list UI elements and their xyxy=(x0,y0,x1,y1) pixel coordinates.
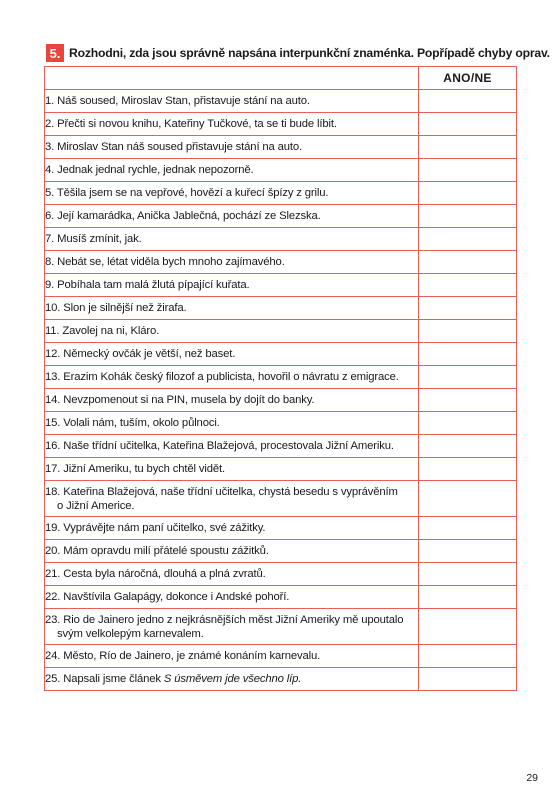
sentence-cell xyxy=(45,228,419,251)
task-instruction: Rozhodni, zda jsou správně napsána interpunkční znaménka. Popřípadě chyby oprav. xyxy=(69,46,550,60)
sentence-cell xyxy=(45,645,419,668)
table-row xyxy=(45,297,517,320)
sentence-cell xyxy=(45,90,419,113)
table-row xyxy=(45,251,517,274)
sentence-text: 10. Slon je silnější než žirafa. xyxy=(45,302,187,314)
sentence-text: 25. Napsali jsme článek xyxy=(45,673,164,685)
table-row xyxy=(45,563,517,586)
answer-cell[interactable] xyxy=(419,412,517,435)
table-row xyxy=(45,228,517,251)
page-number: 29 xyxy=(526,772,538,784)
answer-cell[interactable] xyxy=(419,586,517,609)
answer-cell[interactable] xyxy=(419,228,517,251)
answer-cell[interactable] xyxy=(419,458,517,481)
sentence-text: 22. Navštívila Galapágy, dokonce i Andské pohoří. xyxy=(45,591,290,603)
header-sentence-cell xyxy=(45,67,419,90)
table-row xyxy=(45,586,517,609)
sentence-cell xyxy=(45,159,419,182)
table-row xyxy=(45,90,517,113)
table-row xyxy=(45,389,517,412)
sentence-text: 3. Miroslav Stan náš soused přistavuje stání na auto. xyxy=(45,141,303,153)
answer-cell[interactable] xyxy=(419,668,517,691)
table-row xyxy=(45,540,517,563)
sentence-cell xyxy=(45,586,419,609)
sentence-text-continuation: svým velkolepým karnevalem. xyxy=(57,627,204,640)
sentence-text: 9. Pobíhala tam malá žlutá pípající kuřata. xyxy=(45,279,250,291)
sentence-text: 11. Zavolej na ni, Kláro. xyxy=(45,325,160,337)
sentence-cell xyxy=(45,435,419,458)
table-row xyxy=(45,458,517,481)
table-row xyxy=(45,136,517,159)
answer-cell[interactable] xyxy=(419,182,517,205)
task-number-badge: 5. xyxy=(46,44,64,62)
sentence-cell xyxy=(45,540,419,563)
answer-cell[interactable] xyxy=(419,90,517,113)
sentence-text: 20. Mám opravdu milí přátelé spoustu zážitků. xyxy=(45,545,269,557)
table-row xyxy=(45,481,517,517)
answer-cell[interactable] xyxy=(419,366,517,389)
table-row xyxy=(45,412,517,435)
answer-cell[interactable] xyxy=(419,136,517,159)
answer-cell[interactable] xyxy=(419,159,517,182)
answer-cell[interactable] xyxy=(419,297,517,320)
task-header xyxy=(46,43,550,63)
sentence-text: 24. Město, Río de Jainero, je známé konáním karnevalu. xyxy=(45,650,321,662)
sentence-text: 12. Německý ovčák je větší, než baset. xyxy=(45,348,236,360)
sentence-text: 14. Nevzpomenout si na PIN, musela by dojít do banky. xyxy=(45,394,315,406)
sentence-cell xyxy=(45,668,419,691)
table-row xyxy=(45,113,517,136)
answer-cell[interactable] xyxy=(419,609,517,645)
table-row xyxy=(45,609,517,645)
answer-cell[interactable] xyxy=(419,205,517,228)
sentence-text: 5. Těšila jsem se na vepřové, hovězí a kuřecí špízy z grilu. xyxy=(45,187,329,199)
table-row xyxy=(45,205,517,228)
header-answer-cell: ANO/NE xyxy=(419,67,517,90)
table-row xyxy=(45,343,517,366)
sentence-text: 15. Volali nám, tuším, okolo půlnoci. xyxy=(45,417,220,429)
sentence-cell xyxy=(45,251,419,274)
sentence-text: 18. Kateřina Blažejová, naše třídní učitelka, chystá besedu s vyprávěním xyxy=(45,485,398,498)
answer-cell[interactable] xyxy=(419,251,517,274)
sentence-cell xyxy=(45,481,419,517)
table-row xyxy=(45,645,517,668)
sentence-cell xyxy=(45,113,419,136)
sentence-cell xyxy=(45,517,419,540)
table-row xyxy=(45,274,517,297)
table-row xyxy=(45,435,517,458)
answer-cell[interactable] xyxy=(419,389,517,412)
answer-cell[interactable] xyxy=(419,563,517,586)
sentence-text: 23. Rio de Jainero jedno z nejkrásnějších měst Jižní Ameriky mě upoutalo xyxy=(45,613,404,626)
answer-cell[interactable] xyxy=(419,540,517,563)
table-row xyxy=(45,182,517,205)
sentence-cell xyxy=(45,182,419,205)
sentence-cell xyxy=(45,609,419,645)
table-row xyxy=(45,668,517,691)
table-row xyxy=(45,320,517,343)
sentence-cell xyxy=(45,563,419,586)
table-row xyxy=(45,517,517,540)
sentence-cell xyxy=(45,412,419,435)
sentence-text: 4. Jednak jednal rychle, jednak nepozorně. xyxy=(45,164,254,176)
sentence-text: 19. Vyprávějte nám paní učitelko, své zážitky. xyxy=(45,522,266,534)
answer-cell[interactable] xyxy=(419,645,517,668)
sentence-cell xyxy=(45,366,419,389)
sentence-italic-title: S úsměvem jde všechno líp. xyxy=(163,673,302,685)
sentence-text: 1. Náš soused, Miroslav Stan, přistavuje stání na auto. xyxy=(45,95,310,107)
answer-cell[interactable] xyxy=(419,274,517,297)
sentence-text: 16. Naše třídní učitelka, Kateřina Blažejová, procestovala Jižní Ameriku. xyxy=(45,440,394,452)
sentence-text: 13. Erazim Kohák český filozof a publicista, hovořil o návratu z emigrace. xyxy=(45,371,399,383)
table-header-row xyxy=(45,67,517,90)
sentence-cell xyxy=(45,389,419,412)
exercise-table xyxy=(44,66,517,691)
sentence-text-continuation: o Jižní Americe. xyxy=(57,499,135,512)
table-row xyxy=(45,366,517,389)
answer-cell[interactable] xyxy=(419,113,517,136)
answer-cell[interactable] xyxy=(419,320,517,343)
sentence-text: 17. Jižní Ameriku, tu bych chtěl vidět. xyxy=(45,463,226,475)
sentence-text: 8. Nebát se, létat viděla bych mnoho zajímavého. xyxy=(45,256,285,268)
sentence-cell xyxy=(45,297,419,320)
sentence-cell xyxy=(45,274,419,297)
sentence-cell xyxy=(45,320,419,343)
sentence-text: 7. Musíš zmínit, jak. xyxy=(45,233,142,245)
sentence-cell xyxy=(45,136,419,159)
sentence-text: 2. Přečti si novou knihu, Kateřiny Tučkové, ta se ti bude líbit. xyxy=(45,118,337,130)
answer-cell[interactable] xyxy=(419,481,517,517)
sentence-text: 21. Cesta byla náročná, dlouhá a plná zvratů. xyxy=(45,568,266,580)
table-row xyxy=(45,159,517,182)
answer-cell[interactable] xyxy=(419,435,517,458)
sentence-text: 6. Její kamarádka, Anička Jablečná, pochází ze Slezska. xyxy=(45,210,321,222)
answer-cell[interactable] xyxy=(419,343,517,366)
answer-cell[interactable] xyxy=(419,517,517,540)
sentence-cell xyxy=(45,458,419,481)
sentence-cell xyxy=(45,205,419,228)
sentence-cell xyxy=(45,343,419,366)
